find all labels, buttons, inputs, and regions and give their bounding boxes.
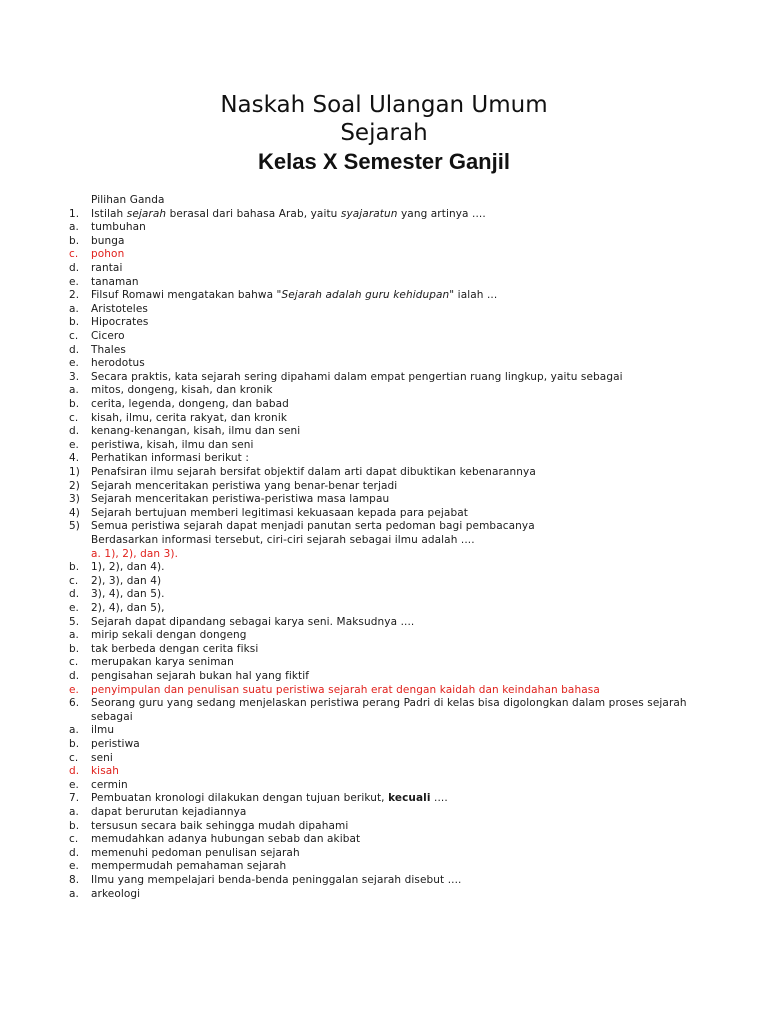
line-text — [91, 438, 254, 452]
line-text-segment: Thales — [91, 343, 126, 356]
line-marker: 8. — [69, 874, 80, 886]
line-text — [91, 207, 486, 221]
line-marker: d. — [69, 765, 80, 778]
line-text — [91, 343, 126, 357]
line-text-segment: Sejarah adalah guru kehidupan" — [281, 289, 455, 302]
line-text-segment: tersusun secara baik sehingga mudah dipahami — [91, 819, 349, 832]
line-text-segment: kisah — [91, 765, 120, 778]
line-text — [91, 751, 113, 765]
line-text — [91, 479, 397, 493]
line-text-segment: 2), 3), dan 4) — [91, 574, 162, 587]
line-text — [91, 628, 247, 642]
line-text-segment: Seorang guru yang sedang menjelaskan peristiwa perang Padri di kelas bisa digolongkan dalam proses sejarah — [91, 697, 687, 710]
line-text — [91, 492, 389, 506]
line-text — [91, 873, 461, 887]
line-marker: a. — [69, 806, 79, 818]
line-text-segment: Sejarah bertujuan memberi legitimasi kekuasaan kepada para pejabat — [91, 506, 468, 519]
line-text — [91, 383, 273, 397]
line-text — [91, 247, 124, 261]
line-text — [91, 220, 146, 234]
line-text-segment: mitos, dongeng, kisah, dan kronik — [91, 384, 273, 397]
line-text-segment: yang artinya .... — [397, 207, 486, 220]
line-text-segment: Penafsiran ilmu sejarah bersifat objektif dalam arti dapat dibuktikan kebenarannya — [91, 466, 536, 478]
line-text — [91, 315, 148, 329]
line-text-segment: rantai — [91, 262, 123, 274]
line-marker: c. — [69, 330, 79, 342]
line-text-segment: kenang-kenangan, kisah, ilmu dan seni — [91, 425, 301, 438]
line-text-segment: Pembuatan kronologi dilakukan dengan tujuan berikut, — [91, 792, 389, 805]
line-marker: a. — [69, 629, 79, 642]
line-marker: b. — [69, 642, 80, 655]
line-text — [91, 615, 414, 629]
line-text-segment: Berdasarkan informasi tersebut, ciri-ciri sejarah sebagai ilmu adalah .... — [91, 534, 475, 546]
document-subtitle: Kelas X Semester Ganjil — [258, 149, 510, 174]
line-marker: e. — [69, 275, 79, 288]
line-text — [91, 887, 140, 901]
line-text-segment: Perhatikan informasi berikut : — [91, 452, 249, 465]
document-title-subject: Sejarah — [340, 120, 428, 146]
line-text-segment: cerita, legenda, dongeng, dan babad — [91, 398, 289, 410]
line-marker: b. — [69, 819, 80, 832]
line-text-segment: dapat berurutan kejadiannya — [91, 806, 247, 818]
line-text-segment: Pilihan Ganda — [91, 194, 165, 206]
line-text — [91, 723, 114, 737]
line-text — [91, 642, 258, 656]
line-text — [91, 370, 623, 384]
line-text-segment: Filsuf Romawi mengatakan bahwa " — [91, 289, 282, 302]
line-text-segment: bunga — [91, 234, 125, 247]
line-text — [91, 819, 348, 833]
line-text-segment: Sejarah menceritakan peristiwa yang benar-benar terjadi — [91, 479, 398, 492]
line-marker: c. — [69, 833, 79, 846]
line-text — [91, 397, 289, 411]
line-text-segment: pohon — [91, 248, 125, 261]
line-text — [91, 261, 122, 275]
line-text-segment: Sejarah menceritakan peristiwa-peristiwa masa lampau — [91, 493, 390, 506]
line-text-segment: peristiwa, kisah, ilmu dan seni — [91, 438, 254, 451]
line-text-segment: 3), 4), dan 5). — [91, 588, 165, 601]
line-text-segment: sejarah — [126, 207, 167, 220]
line-marker: c. — [69, 751, 79, 764]
line-marker: e. — [69, 778, 79, 791]
line-marker: d. — [69, 425, 80, 438]
line-marker: c. — [69, 656, 79, 669]
line-text-segment: 1), 2), dan 4). — [91, 561, 165, 574]
line-marker: d. — [69, 588, 80, 601]
line-marker: d. — [69, 670, 80, 682]
line-text — [91, 832, 360, 846]
line-marker: 3) — [69, 493, 80, 506]
line-text-segment: Secara praktis, kata sejarah sering dipahami dalam empat pengertian ruang lingkup, yaitu sebagai — [91, 370, 623, 383]
line-text — [91, 696, 687, 710]
line-text — [91, 859, 286, 873]
line-text-segment: cermin — [91, 778, 128, 791]
line-text-segment: merupakan karya seniman — [91, 656, 234, 669]
line-text-segment: peristiwa — [91, 738, 140, 750]
line-text-segment: .... — [430, 792, 448, 805]
line-marker: b. — [69, 316, 80, 329]
line-text — [91, 547, 178, 561]
line-marker: 4) — [69, 506, 80, 519]
line-text — [91, 846, 300, 860]
line-text-segment: Ilmu yang mempelajari benda-benda peninggalan sejarah disebut .... — [91, 874, 462, 886]
line-marker: a. — [69, 302, 79, 315]
line-marker: a. — [69, 384, 79, 397]
line-marker: e. — [69, 357, 79, 370]
line-marker: d. — [69, 262, 80, 274]
line-text-segment: a. 1), 2), dan 3). — [91, 547, 179, 560]
line-text — [91, 329, 125, 343]
line-text — [91, 193, 165, 207]
line-text — [91, 288, 497, 302]
line-marker: 1. — [69, 207, 80, 220]
line-marker: 4. — [69, 452, 80, 465]
line-marker: 7. — [69, 792, 80, 805]
line-marker: c. — [69, 411, 79, 424]
line-text — [91, 669, 309, 683]
line-text-segment: seni — [91, 751, 113, 764]
line-text — [91, 411, 287, 425]
line-text — [91, 791, 448, 805]
line-marker: a. — [69, 887, 79, 900]
line-text — [91, 519, 535, 533]
line-text-segment: Semua peristiwa sejarah dapat menjadi panutan serta pedoman bagi pembacanya — [91, 520, 535, 533]
line-text-segment: memenuhi pedoman penulisan sejarah — [91, 846, 300, 859]
line-text — [91, 533, 475, 547]
line-text — [91, 506, 468, 520]
line-text-segment: mirip sekali dengan dongeng — [91, 629, 247, 642]
line-text-segment: arkeologi — [91, 887, 141, 900]
line-text — [91, 234, 125, 248]
line-text — [91, 560, 165, 574]
line-text-segment: penyimpulan dan penulisan suatu peristiwa sejarah erat dengan kaidah dan keindahan bahasa — [91, 683, 600, 696]
line-text — [91, 601, 165, 615]
line-marker: b. — [69, 738, 80, 750]
line-text — [91, 737, 140, 751]
line-text — [91, 655, 234, 669]
document-title: Naskah Soal Ulangan Umum — [220, 92, 548, 118]
line-text-segment: tanaman — [91, 275, 139, 288]
line-marker: d. — [69, 846, 80, 859]
line-marker: 2) — [69, 479, 80, 492]
line-marker: 5) — [69, 520, 80, 533]
line-text-segment: tumbuhan — [91, 221, 146, 234]
line-text — [91, 805, 246, 819]
line-text — [91, 451, 249, 465]
line-text — [91, 574, 161, 588]
line-marker: b. — [69, 398, 80, 410]
line-text — [91, 275, 139, 289]
line-text — [91, 710, 133, 724]
line-marker: a. — [69, 724, 79, 737]
line-marker: c. — [69, 574, 79, 587]
line-marker: 1) — [69, 466, 80, 478]
line-marker: d. — [69, 343, 80, 356]
line-marker: 5. — [69, 615, 80, 628]
line-text — [91, 778, 128, 792]
line-text-segment: herodotus — [91, 357, 145, 370]
line-text — [91, 356, 145, 370]
line-marker: e. — [69, 860, 79, 873]
line-marker: b. — [69, 234, 80, 247]
line-text-segment: 2), 4), dan 5), — [91, 602, 165, 614]
line-text-segment: memudahkan adanya hubungan sebab dan akibat — [91, 833, 361, 846]
line-text-segment: mempermudah pemahaman sejarah — [91, 860, 287, 873]
line-text-segment: tak berbeda dengan cerita fiksi — [91, 642, 259, 655]
line-marker: 3. — [69, 370, 80, 383]
line-text-segment: Istilah — [91, 207, 127, 220]
line-text — [91, 683, 600, 697]
line-text-segment: Cicero — [91, 330, 125, 342]
line-text-segment: berasal dari bahasa Arab, yaitu — [166, 207, 341, 220]
line-text-segment: kisah, ilmu, cerita rakyat, dan kronik — [91, 411, 288, 424]
line-text — [91, 465, 536, 479]
line-text — [91, 587, 165, 601]
line-text-segment: ialah ... — [454, 289, 498, 302]
line-text-segment: ilmu — [91, 724, 115, 737]
line-text-segment: kecuali — [388, 792, 431, 805]
line-text-segment: pengisahan sejarah bukan hal yang fiktif — [91, 670, 310, 682]
line-marker: e. — [69, 602, 79, 614]
line-marker: e. — [69, 438, 79, 451]
line-marker: 2. — [69, 289, 80, 302]
line-text — [91, 302, 148, 316]
line-marker: a. — [69, 221, 79, 234]
line-marker: c. — [69, 248, 79, 261]
line-text — [91, 424, 300, 438]
line-marker: 6. — [69, 697, 80, 710]
line-text-segment: Sejarah dapat dipandang sebagai karya seni. Maksudnya .... — [91, 615, 415, 628]
line-marker: e. — [69, 683, 79, 696]
line-text-segment: sebagai — [91, 710, 133, 723]
line-text-segment: syajaratun — [340, 207, 398, 220]
line-text-segment: Hipocrates — [91, 316, 149, 329]
line-marker: b. — [69, 561, 80, 574]
line-text-segment: Aristoteles — [91, 302, 148, 315]
line-text — [91, 764, 119, 778]
